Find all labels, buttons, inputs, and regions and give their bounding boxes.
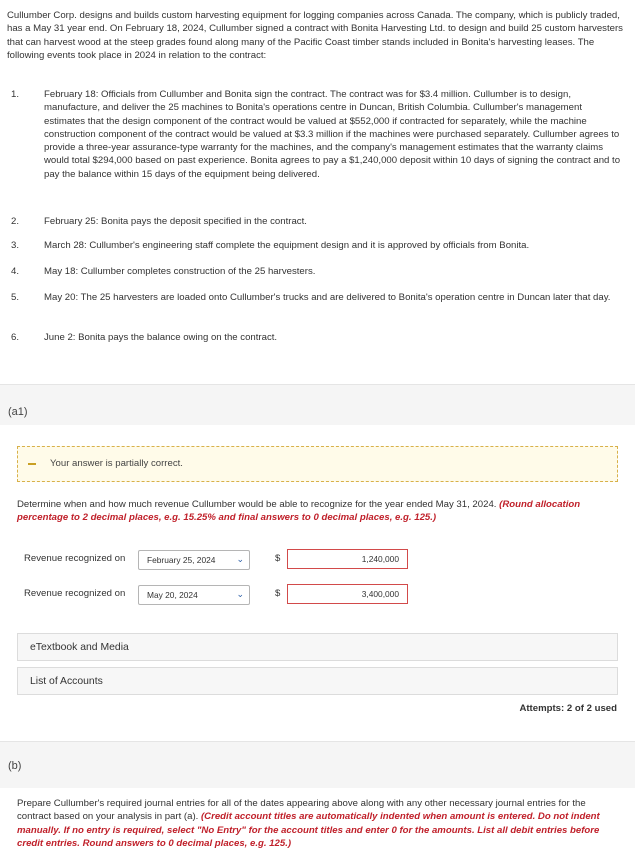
etextbook-link[interactable] <box>17 633 618 661</box>
date-select[interactable] <box>138 550 250 570</box>
event-text: May 18: Cullumber completes construction of the 25 harvesters. <box>44 266 316 277</box>
amount-input[interactable] <box>287 549 408 569</box>
part-b-label: (b) <box>8 760 22 772</box>
date-select-value: May 20, 2024 <box>147 590 198 600</box>
problem-intro: Cullumber Corp. designs and builds custom harvesting equipment for logging companies across Canada. The company, which is publicly traded, has a May 31 year end. On February 18, 2024, Cullumber signed a contract with Bonita Harvesting Ltd. to design and build 25 custom harvesters that can harvest wood at the steep grades found along many of the Pacific Coast timber stands included in Bonita's harvesting leases. The following events took place in 2024 in relation to the contract: <box>7 10 623 61</box>
partial-correct-notice <box>17 446 618 482</box>
revenue-row-label: Revenue recognized on <box>24 553 126 564</box>
event-text: February 25: Bonita pays the deposit specified in the contract. <box>44 216 307 227</box>
question-text: Prepare Cullumber's required journal entries for all of the dates appearing above along with any other necessary journal entries for the contract based on your analysis in part (a). <box>17 798 586 823</box>
notice-text: Your answer is partially correct. <box>50 458 183 469</box>
question-text: Determine when and how much revenue Cullumber would be able to recognize for the year ended May 31, 2024. <box>17 499 497 510</box>
event-text: June 2: Bonita pays the balance owing on the contract. <box>44 332 278 343</box>
currency-symbol: $ <box>275 553 281 564</box>
event-text: May 20: The 25 harvesters are loaded onto Cullumber's trucks and are delivered to Bonita's operation centre in Duncan later that day. <box>44 292 611 303</box>
event-number: 1. <box>11 89 20 100</box>
question-a1 <box>17 498 617 525</box>
question-hint: (Credit account titles are automatically indented when amount is entered. Do not indent manually. If no entry is required, select "No Entry" for the account titles and enter 0 for the amounts. List all debit entries before credit entries. Round answers to 0 decimal places, e.g. 125.) <box>17 811 600 849</box>
chevron-down-icon: ⌄ <box>236 589 244 599</box>
part-a1-header <box>0 384 635 425</box>
event-text: March 28: Cullumber's engineering staff complete the equipment design and it is approved by officials from Bonita. <box>44 240 530 251</box>
amount-input[interactable] <box>287 584 408 604</box>
event-number: 2. <box>11 216 20 227</box>
date-select-value: February 25, 2024 <box>147 555 216 565</box>
list-of-accounts-link[interactable] <box>17 667 618 695</box>
chevron-down-icon: ⌄ <box>236 554 244 564</box>
list-of-accounts-label: List of Accounts <box>30 676 103 687</box>
currency-symbol: $ <box>275 588 281 599</box>
attempts-counter: Attempts: 2 of 2 used <box>519 703 617 714</box>
etextbook-label: eTextbook and Media <box>30 642 129 653</box>
date-select[interactable] <box>138 585 250 605</box>
amount-value: 1,240,000 <box>361 554 399 564</box>
event-number: 5. <box>11 292 20 303</box>
revenue-row-label: Revenue recognized on <box>24 588 126 599</box>
event-text: February 18: Officials from Cullumber and Bonita sign the contract. The contract was for $3.4 million. Cullumber is to design, manufacture, and deliver the 25 machines to Bonita's operations centre in Duncan, British Columbia. Cullumber's management estimates that the design component of the contract would be valued at $552,000 if contracted for separately, while the machine construction component of the contract would be valued at $3.3 million if the machines were purchased separately. Cullumber agrees to provide a three-year assurance-type warranty for the machines, and the company's management estimates that the warranty claims would total $294,000 based on past experience. Bonita agrees to pay a $1,240,000 deposit within 10 days of signing the contract and to pay the balance within 15 days of the equipment being delivered. <box>44 89 621 180</box>
partial-mark-icon <box>28 463 36 465</box>
question-b <box>17 797 617 850</box>
event-number: 6. <box>11 332 20 343</box>
question-hint: (Round allocation percentage to 2 decimal places, e.g. 15.25% and final answers to 0 decimal places, e.g. 125.) <box>17 499 581 524</box>
part-a1-label: (a1) <box>8 406 28 418</box>
part-b-header <box>0 741 635 788</box>
event-number: 4. <box>11 266 20 277</box>
event-number: 3. <box>11 240 20 251</box>
amount-value: 3,400,000 <box>361 589 399 599</box>
